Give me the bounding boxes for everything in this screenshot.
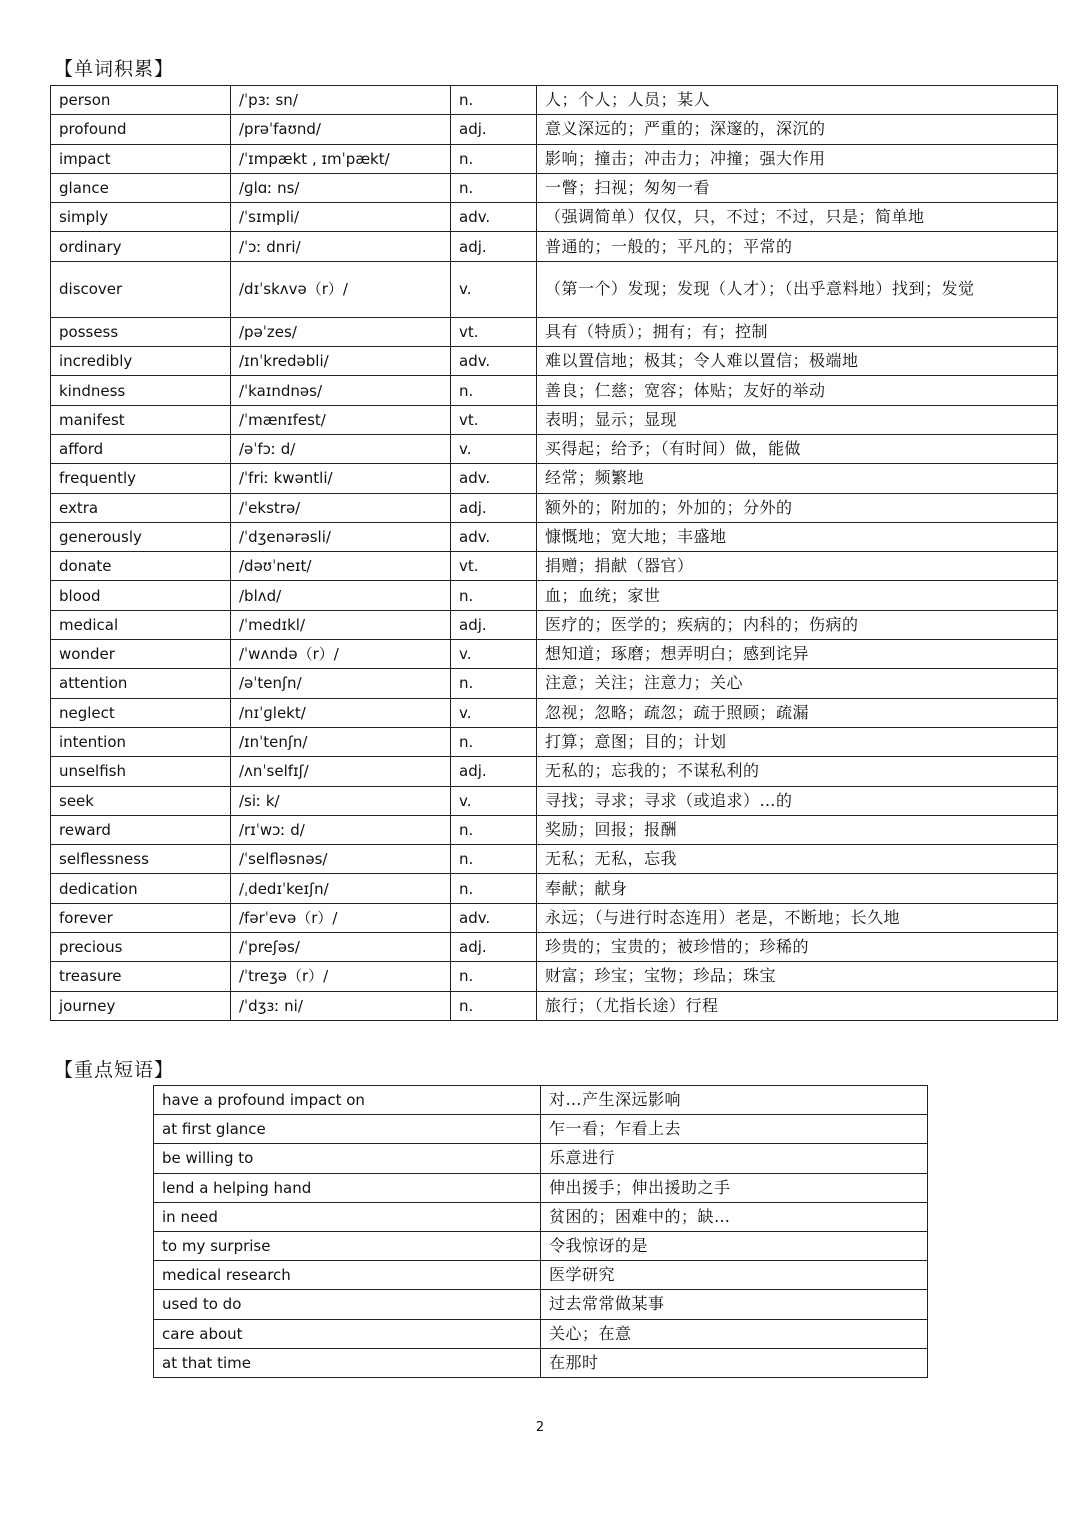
vocab-phonetic: /ʌnˈselfɪʃ/: [231, 757, 451, 786]
vocab-phonetic: /nɪˈɡlekt/: [231, 698, 451, 727]
vocab-row: [51, 405, 1058, 434]
vocab-part-of-speech: n.: [451, 845, 537, 874]
vocab-part-of-speech: n.: [451, 962, 537, 991]
phrase-text: used to do: [154, 1290, 541, 1319]
phrases-table: [153, 1085, 928, 1378]
page-number: 2: [535, 1420, 545, 1435]
vocab-word: attention: [51, 669, 231, 698]
vocab-row: [51, 640, 1058, 669]
vocab-row: [51, 317, 1058, 346]
vocab-meaning: 额外的；附加的；外加的；分外的: [537, 493, 1058, 522]
phrase-text: to my surprise: [154, 1231, 541, 1260]
vocab-phonetic: /siː k/: [231, 786, 451, 815]
vocab-word: incredibly: [51, 347, 231, 376]
vocab-word: treasure: [51, 962, 231, 991]
vocab-phonetic: /dəʊˈneɪt/: [231, 552, 451, 581]
vocab-word: dedication: [51, 874, 231, 903]
phrase-text: in need: [154, 1202, 541, 1231]
phrase-row: [154, 1144, 928, 1173]
vocab-meaning: 奉献；献身: [537, 874, 1058, 903]
vocab-row: [51, 815, 1058, 844]
vocab-phonetic: /ˈfriː kwəntli/: [231, 464, 451, 493]
vocab-part-of-speech: n.: [451, 581, 537, 610]
vocab-meaning: 血；血统；家世: [537, 581, 1058, 610]
phrase-row: [154, 1290, 928, 1319]
vocab-meaning: 想知道；琢磨；想弄明白；感到诧异: [537, 640, 1058, 669]
vocabulary-section-title: 【单词积累】: [54, 58, 175, 80]
vocab-meaning: 旅行；（尤指长途）行程: [537, 991, 1058, 1020]
vocab-part-of-speech: v.: [451, 434, 537, 463]
phrase-meaning: 伸出援手；伸出援助之手: [541, 1173, 928, 1202]
vocab-part-of-speech: n.: [451, 86, 537, 115]
vocab-word: impact: [51, 144, 231, 173]
phrase-meaning: 过去常常做某事: [541, 1290, 928, 1319]
vocab-word: donate: [51, 552, 231, 581]
vocab-word: kindness: [51, 376, 231, 405]
phrase-meaning: 在那时: [541, 1348, 928, 1377]
vocab-part-of-speech: n.: [451, 874, 537, 903]
vocab-part-of-speech: adv.: [451, 347, 537, 376]
vocab-phonetic: /ɡlɑː ns/: [231, 173, 451, 202]
vocab-part-of-speech: adv.: [451, 464, 537, 493]
phrase-row: [154, 1086, 928, 1115]
vocab-part-of-speech: vt.: [451, 405, 537, 434]
vocab-meaning: 寻找；寻求；寻求（或追求）…的: [537, 786, 1058, 815]
vocab-row: [51, 903, 1058, 932]
vocab-meaning: 意义深远的；严重的；深邃的，深沉的: [537, 115, 1058, 144]
vocab-meaning: 忽视；忽略；疏忽；疏于照顾；疏漏: [537, 698, 1058, 727]
vocab-row: [51, 610, 1058, 639]
vocab-phonetic: /rɪˈwɔː d/: [231, 815, 451, 844]
vocab-row: [51, 261, 1058, 317]
vocab-meaning: 财富；珍宝；宝物；珍品；珠宝: [537, 962, 1058, 991]
vocab-word: person: [51, 86, 231, 115]
vocab-phonetic: /fərˈevə（r）/: [231, 903, 451, 932]
vocab-row: [51, 874, 1058, 903]
vocab-word: precious: [51, 933, 231, 962]
vocab-row: [51, 786, 1058, 815]
vocab-part-of-speech: v.: [451, 261, 537, 317]
vocab-phonetic: /ˈpreʃəs/: [231, 933, 451, 962]
phrase-row: [154, 1348, 928, 1377]
vocab-meaning: （强调简单）仅仅，只，不过；不过，只是；简单地: [537, 203, 1058, 232]
phrase-row: [154, 1231, 928, 1260]
vocab-meaning: 捐赠；捐献（器官）: [537, 552, 1058, 581]
vocab-meaning: 医疗的；医学的；疾病的；内科的；伤病的: [537, 610, 1058, 639]
vocab-row: [51, 522, 1058, 551]
vocab-row: [51, 698, 1058, 727]
vocab-word: ordinary: [51, 232, 231, 261]
vocab-phonetic: /ˈsɪmpli/: [231, 203, 451, 232]
vocab-part-of-speech: adv.: [451, 522, 537, 551]
vocab-row: [51, 144, 1058, 173]
phrase-row: [154, 1202, 928, 1231]
vocab-phonetic: /ˈpɜː sn/: [231, 86, 451, 115]
vocab-row: [51, 434, 1058, 463]
vocab-meaning: 难以置信地；极其；令人难以置信；极端地: [537, 347, 1058, 376]
vocab-word: reward: [51, 815, 231, 844]
vocab-word: wonder: [51, 640, 231, 669]
vocab-row: [51, 962, 1058, 991]
phrase-row: [154, 1319, 928, 1348]
vocab-meaning: 一瞥；扫视；匆匆一看: [537, 173, 1058, 202]
vocab-phonetic: /ɪnˈkredəbli/: [231, 347, 451, 376]
phrase-meaning: 令我惊讶的是: [541, 1231, 928, 1260]
phrase-text: lend a helping hand: [154, 1173, 541, 1202]
vocab-word: discover: [51, 261, 231, 317]
vocab-row: [51, 552, 1058, 581]
vocab-phonetic: /ˌdedɪˈkeɪʃn/: [231, 874, 451, 903]
vocab-phonetic: /ˈdʒɜː ni/: [231, 991, 451, 1020]
vocab-phonetic: /ˈtreʒə（r）/: [231, 962, 451, 991]
vocab-meaning: 注意；关注；注意力；关心: [537, 669, 1058, 698]
vocab-meaning: 影响；撞击；冲击力；冲撞；强大作用: [537, 144, 1058, 173]
vocab-row: [51, 115, 1058, 144]
phrase-meaning: 乍一看；乍看上去: [541, 1115, 928, 1144]
vocab-part-of-speech: adj.: [451, 115, 537, 144]
vocab-word: frequently: [51, 464, 231, 493]
vocab-phonetic: /dɪˈskʌvə（r）/: [231, 261, 451, 317]
vocab-meaning: 无私；无私，忘我: [537, 845, 1058, 874]
vocab-meaning: 经常；频繁地: [537, 464, 1058, 493]
vocab-phonetic: /prəˈfaʊnd/: [231, 115, 451, 144]
vocab-meaning: 珍贵的；宝贵的；被珍惜的；珍稀的: [537, 933, 1058, 962]
vocab-row: [51, 757, 1058, 786]
vocab-word: profound: [51, 115, 231, 144]
vocab-word: seek: [51, 786, 231, 815]
vocab-row: [51, 86, 1058, 115]
vocab-row: [51, 376, 1058, 405]
phrase-row: [154, 1173, 928, 1202]
phrase-text: at that time: [154, 1348, 541, 1377]
vocab-row: [51, 727, 1058, 756]
vocab-part-of-speech: n.: [451, 815, 537, 844]
vocab-phonetic: /ˈkaɪndnəs/: [231, 376, 451, 405]
vocab-word: unselfish: [51, 757, 231, 786]
vocab-word: generously: [51, 522, 231, 551]
vocab-phonetic: /ˈekstrə/: [231, 493, 451, 522]
vocab-word: neglect: [51, 698, 231, 727]
phrase-row: [154, 1115, 928, 1144]
phrase-row: [154, 1261, 928, 1290]
vocab-meaning: 永远；（与进行时态连用）老是，不断地；长久地: [537, 903, 1058, 932]
vocab-part-of-speech: n.: [451, 173, 537, 202]
phrase-meaning: 对…产生深远影响: [541, 1086, 928, 1115]
vocab-phonetic: /pəˈzes/: [231, 317, 451, 346]
vocab-meaning: （第一个）发现；发现（人才）；（出乎意料地）找到；发觉: [537, 261, 1058, 317]
vocab-row: [51, 669, 1058, 698]
vocab-part-of-speech: n.: [451, 991, 537, 1020]
phrase-text: be willing to: [154, 1144, 541, 1173]
vocab-row: [51, 464, 1058, 493]
vocab-meaning: 奖励；回报；报酬: [537, 815, 1058, 844]
vocab-row: [51, 347, 1058, 376]
vocab-phonetic: /ˈwʌndə（r）/: [231, 640, 451, 669]
vocab-row: [51, 581, 1058, 610]
vocab-word: medical: [51, 610, 231, 639]
vocab-word: selflessness: [51, 845, 231, 874]
phrase-text: at first glance: [154, 1115, 541, 1144]
vocab-row: [51, 991, 1058, 1020]
vocab-row: [51, 493, 1058, 522]
vocab-meaning: 无私的；忘我的；不谋私利的: [537, 757, 1058, 786]
vocab-part-of-speech: n.: [451, 376, 537, 405]
phrases-section-title: 【重点短语】: [54, 1059, 175, 1081]
vocab-meaning: 善良；仁慈；宽容；体贴；友好的举动: [537, 376, 1058, 405]
vocab-phonetic: /ˈmænɪfest/: [231, 405, 451, 434]
phrase-meaning: 关心；在意: [541, 1319, 928, 1348]
vocab-part-of-speech: n.: [451, 144, 537, 173]
vocab-part-of-speech: adj.: [451, 610, 537, 639]
vocab-word: glance: [51, 173, 231, 202]
vocab-word: blood: [51, 581, 231, 610]
vocab-meaning: 买得起；给予；（有时间）做，能做: [537, 434, 1058, 463]
vocab-meaning: 人；个人；人员；某人: [537, 86, 1058, 115]
vocab-word: possess: [51, 317, 231, 346]
vocab-word: forever: [51, 903, 231, 932]
vocab-part-of-speech: adj.: [451, 493, 537, 522]
vocab-row: [51, 173, 1058, 202]
vocab-word: afford: [51, 434, 231, 463]
vocab-phonetic: /ˈmedɪkl/: [231, 610, 451, 639]
vocab-phonetic: /ɪnˈtenʃn/: [231, 727, 451, 756]
vocab-part-of-speech: vt.: [451, 317, 537, 346]
phrase-text: have a profound impact on: [154, 1086, 541, 1115]
vocab-part-of-speech: v.: [451, 640, 537, 669]
vocab-part-of-speech: adj.: [451, 933, 537, 962]
phrase-text: care about: [154, 1319, 541, 1348]
phrase-meaning: 贫困的；困难中的；缺…: [541, 1202, 928, 1231]
vocab-part-of-speech: adj.: [451, 232, 537, 261]
vocab-meaning: 普通的；一般的；平凡的；平常的: [537, 232, 1058, 261]
vocab-part-of-speech: n.: [451, 727, 537, 756]
vocab-word: simply: [51, 203, 231, 232]
phrase-text: medical research: [154, 1261, 541, 1290]
vocab-row: [51, 845, 1058, 874]
vocab-row: [51, 232, 1058, 261]
vocab-part-of-speech: n.: [451, 669, 537, 698]
vocab-phonetic: /əˈfɔː d/: [231, 434, 451, 463]
vocab-meaning: 表明；显示；显现: [537, 405, 1058, 434]
vocab-meaning: 慷慨地；宽大地；丰盛地: [537, 522, 1058, 551]
vocab-meaning: 具有（特质）；拥有；有；控制: [537, 317, 1058, 346]
vocab-part-of-speech: v.: [451, 786, 537, 815]
phrase-meaning: 乐意进行: [541, 1144, 928, 1173]
vocab-row: [51, 203, 1058, 232]
vocab-phonetic: /ˈselfləsnəs/: [231, 845, 451, 874]
vocab-part-of-speech: adj.: [451, 757, 537, 786]
vocab-phonetic: /əˈtenʃn/: [231, 669, 451, 698]
vocab-row: [51, 933, 1058, 962]
vocab-part-of-speech: v.: [451, 698, 537, 727]
vocab-word: journey: [51, 991, 231, 1020]
vocab-word: intention: [51, 727, 231, 756]
vocab-phonetic: /ˈɪmpækt , ɪmˈpækt/: [231, 144, 451, 173]
vocab-phonetic: /ˈdʒenərəsli/: [231, 522, 451, 551]
vocab-word: manifest: [51, 405, 231, 434]
vocabulary-table: [50, 85, 1058, 1021]
vocab-meaning: 打算；意图；目的；计划: [537, 727, 1058, 756]
vocab-phonetic: /blʌd/: [231, 581, 451, 610]
vocab-phonetic: /ˈɔː dnri/: [231, 232, 451, 261]
vocab-part-of-speech: adv.: [451, 203, 537, 232]
vocab-part-of-speech: vt.: [451, 552, 537, 581]
vocab-word: extra: [51, 493, 231, 522]
phrase-meaning: 医学研究: [541, 1261, 928, 1290]
vocab-part-of-speech: adv.: [451, 903, 537, 932]
